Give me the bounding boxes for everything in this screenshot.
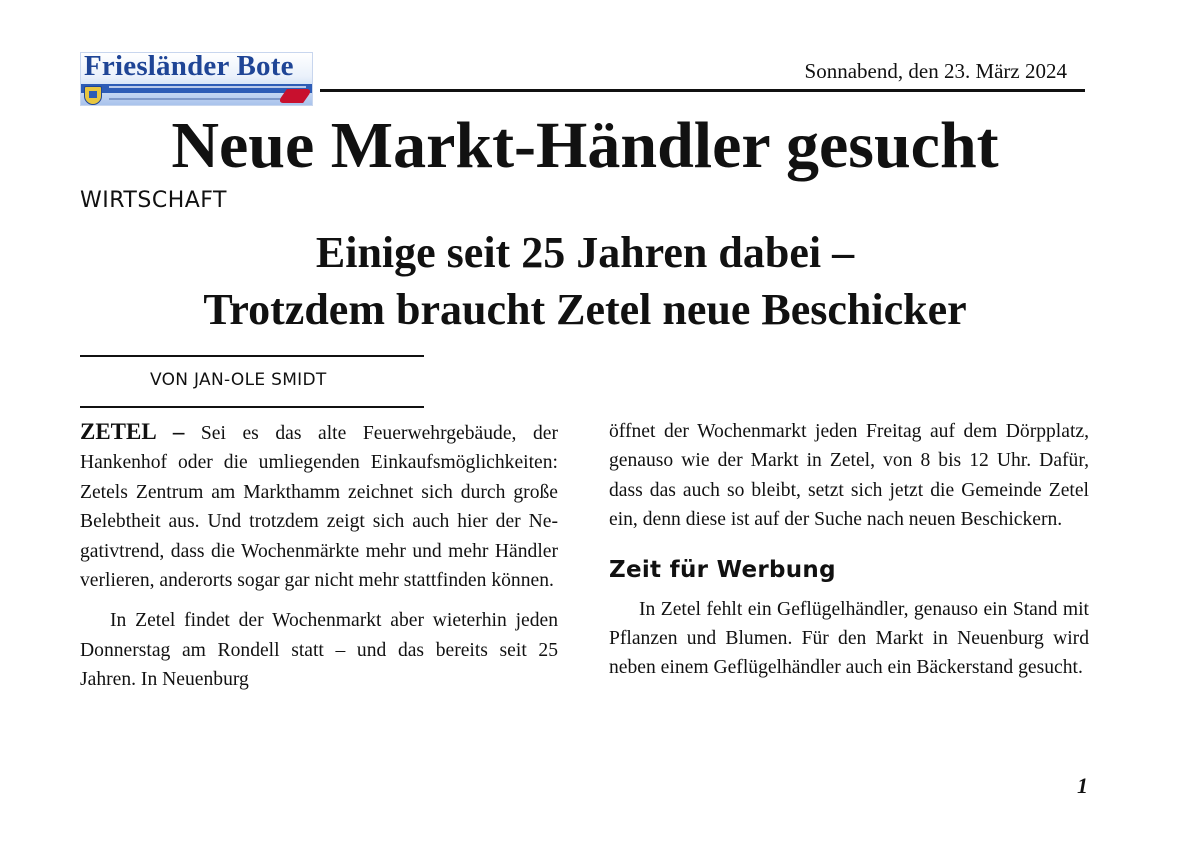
logo-fine-print — [109, 86, 306, 88]
text-column-left — [80, 417, 558, 695]
subheadline-line-2: Trotzdem braucht Zetel neue Beschicker — [203, 285, 967, 334]
issue-date: Sonnabend, den 23. März 2024 — [804, 59, 1067, 83]
dateline: ZETEL – — [80, 419, 185, 444]
text-column-right — [609, 417, 1089, 683]
logo-title: Friesländer Bote — [84, 52, 294, 82]
byline: VON JAN-OLE SMIDT — [150, 370, 327, 390]
article-subheadline — [80, 224, 1090, 338]
page-number: 1 — [1077, 773, 1088, 798]
byline-rule-top — [80, 355, 424, 357]
subheadline-line-1: Einige seit 25 Jahren dabei – — [315, 228, 855, 277]
newspaper-logo — [80, 52, 313, 106]
paragraph-2: In Zetel findet der Wochenmarkt aber wieterhin jeden Donnerstag am Rondell statt – und das bereits seit 25 Jahren. In Neuenburg — [80, 610, 558, 691]
masthead-rule — [320, 89, 1085, 92]
paragraph-1-text: Sei es das alte Feuerwehrgebäude, der Hankenhof oder die umliegenden Einkaufsmöglichkeiten: Zetels Zentrum am Markthamm zeichnet sich durch große Belebtheit aus. Und trotzdem zeigt sich auch hier der Negativtrend, dass die Wochenmärkte mehr und mehr Händler verlieren, anderorts sogar gar nicht mehr stattfinden können. — [80, 423, 558, 592]
paragraph-4: In Zetel fehlt ein Geflügelhändler, genauso ein Stand mit Pflanzen und Blumen. Für den Markt in Neuenburg wird neben einem Geflügelhändler auch ein Bäckerstand gesucht. — [609, 598, 1089, 679]
byline-rule-bottom — [80, 406, 424, 408]
coat-of-arms-icon — [84, 86, 102, 105]
section-label: WIRTSCHAFT — [80, 188, 227, 213]
article-headline: Neue Markt-Händler gesucht — [171, 109, 999, 182]
section-subheading: Zeit für Werbung — [609, 556, 836, 583]
paragraph-1 — [80, 417, 558, 595]
logo-fine-print-2 — [109, 98, 282, 100]
paragraph-3: öffnet der Wochenmarkt jeden Freitag auf dem Dörpplatz, genauso wie der Markt in Zetel, von 8 bis 12 Uhr. Dafür, dass das auch so bleibt, setzt sich jetzt die Gemeinde Zetel ein, denn diese ist auf der Suche nach neuen Beschickern. — [609, 421, 1089, 531]
